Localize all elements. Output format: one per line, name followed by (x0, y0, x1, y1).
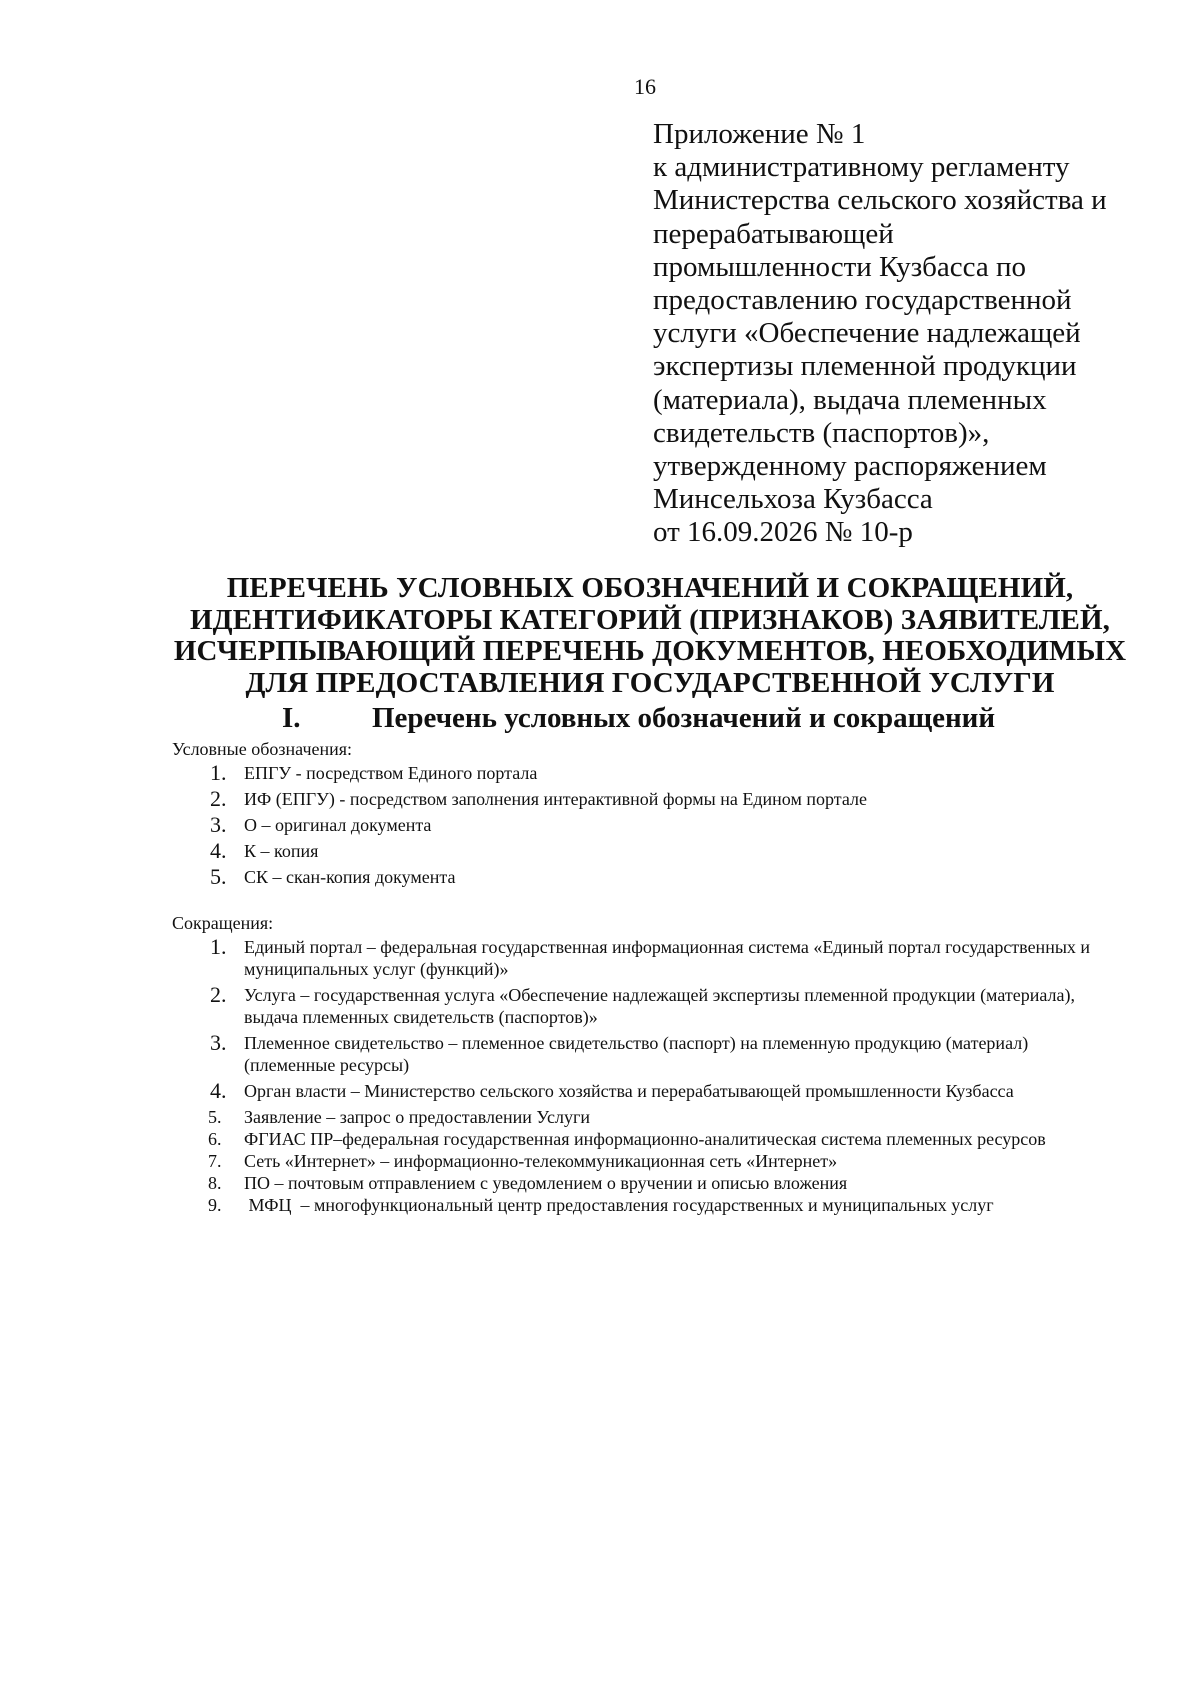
item-text: Орган власти – Министерство сельского хозяйства и перерабатывающей промышленности Кузбасса (244, 1081, 1014, 1101)
appendix-line: (материала), выдача племенных (653, 383, 1047, 416)
list-item (202, 814, 1102, 840)
appendix-line: экспертизы племенной продукции (653, 350, 1077, 383)
item-number: 9. (208, 1195, 222, 1215)
item-text: ФГИАС ПР–федеральная государственная информационно-аналитическая система племенных ресурсов (244, 1129, 1046, 1149)
item-text: Племенное свидетельство – племенное свидетельство (паспорт) на племенную продукцию (материал) (племенные ресурсы) (244, 1033, 1029, 1075)
item-number: 2. (210, 982, 227, 1007)
list-item (202, 1150, 1102, 1172)
item-text: О – оригинал документа (244, 815, 432, 835)
item-text: ИФ (ЕПГУ) - посредством заполнения интерактивной формы на Едином портале (244, 789, 867, 809)
item-number: 3. (210, 812, 227, 837)
appendix-line: Министерства сельского хозяйства и (653, 184, 1107, 217)
page-number: 16 (634, 74, 656, 99)
item-text: ЕПГУ - посредством Единого портала (244, 763, 538, 783)
heading-line: ИДЕНТИФИКАТОРЫ КАТЕГОРИЙ (ПРИЗНАКОВ) ЗАЯВИТЕЛЕЙ, (190, 603, 1110, 636)
list-item (202, 1128, 1102, 1150)
heading-line: ИСЧЕРПЫВАЮЩИЙ ПЕРЕЧЕНЬ ДОКУМЕНТОВ, НЕОБХОДИМЫХ (173, 635, 1127, 667)
appendix-line: Минсельхоза Кузбасса (653, 483, 933, 516)
list-item (202, 1080, 1102, 1102)
item-text: СК – скан-копия документа (244, 867, 456, 887)
list-item (202, 866, 1102, 892)
appendix-note (653, 118, 1173, 550)
appendix-line: от 16.09.2026 № 10-р (653, 516, 913, 549)
item-number: 6. (208, 1129, 222, 1149)
list-item (202, 1032, 1102, 1076)
item-number: 1. (210, 934, 227, 959)
item-number: 5. (210, 864, 227, 889)
item-text: Единый портал – федеральная государственная информационная система «Единый портал государственных и муниципальных услуг (функций)» (244, 937, 1091, 979)
appendix-line: Приложение № 1 (653, 118, 866, 150)
appendix-line: перерабатывающей (653, 217, 894, 250)
appendix-line: услуги «Обеспечение надлежащей (653, 317, 1081, 350)
list-item (202, 1172, 1102, 1194)
appendix-line: промышленности Кузбасса по (653, 250, 1027, 283)
list-item (202, 936, 1102, 980)
item-number: 5. (208, 1107, 222, 1127)
item-text: Заявление – запрос о предоставлении Услуги (244, 1107, 590, 1127)
item-text: МФЦ – многофункциональный центр предоставления государственных и муниципальных услуг (244, 1195, 994, 1215)
item-text: ПО – почтовым отправлением с уведомлением о вручении и описью вложения (244, 1173, 848, 1193)
section-title-text: Перечень условных обозначений и сокращений (372, 702, 996, 734)
item-number: 4. (210, 838, 227, 863)
item-text: Услуга – государственная услуга «Обеспечение надлежащей экспертизы племенной продукции (материала), выдача племенных свидетельств (паспортов)» (244, 985, 1075, 1027)
list-item (202, 1194, 1102, 1216)
appendix-line: утвержденному распоряжением (653, 450, 1047, 483)
item-text: К – копия (244, 841, 319, 861)
conventions-label: Условные обозначения: (172, 739, 353, 759)
list-item (202, 1106, 1102, 1128)
list-item (202, 984, 1102, 1028)
document-heading (150, 573, 1150, 699)
abbreviations-list (202, 936, 1102, 1216)
appendix-line: к административному регламенту (653, 151, 1070, 184)
heading-line: ДЛЯ ПРЕДОСТАВЛЕНИЯ ГОСУДАРСТВЕННОЙ УСЛУГИ (245, 666, 1055, 699)
item-number: 4. (210, 1078, 227, 1103)
item-number: 2. (210, 786, 227, 811)
heading-line: ПЕРЕЧЕНЬ УСЛОВНЫХ ОБОЗНАЧЕНИЙ И СОКРАЩЕНИЙ, (226, 572, 1074, 604)
conventions-list (202, 762, 1102, 892)
appendix-line: предоставлению государственной (653, 284, 1072, 317)
abbreviations-label: Сокращения: (172, 913, 274, 933)
list-item (202, 762, 1102, 788)
item-number: 8. (208, 1173, 222, 1193)
list-item (202, 788, 1102, 814)
item-number: 3. (210, 1030, 227, 1055)
appendix-line: свидетельств (паспортов)», (653, 416, 990, 449)
item-number: 1. (210, 760, 227, 785)
item-text: Сеть «Интернет» – информационно-телекоммуникационная сеть «Интернет» (244, 1151, 838, 1171)
list-item (202, 840, 1102, 866)
item-number: 7. (208, 1151, 222, 1171)
section-number: I. (282, 702, 301, 734)
section-title (282, 702, 1042, 734)
